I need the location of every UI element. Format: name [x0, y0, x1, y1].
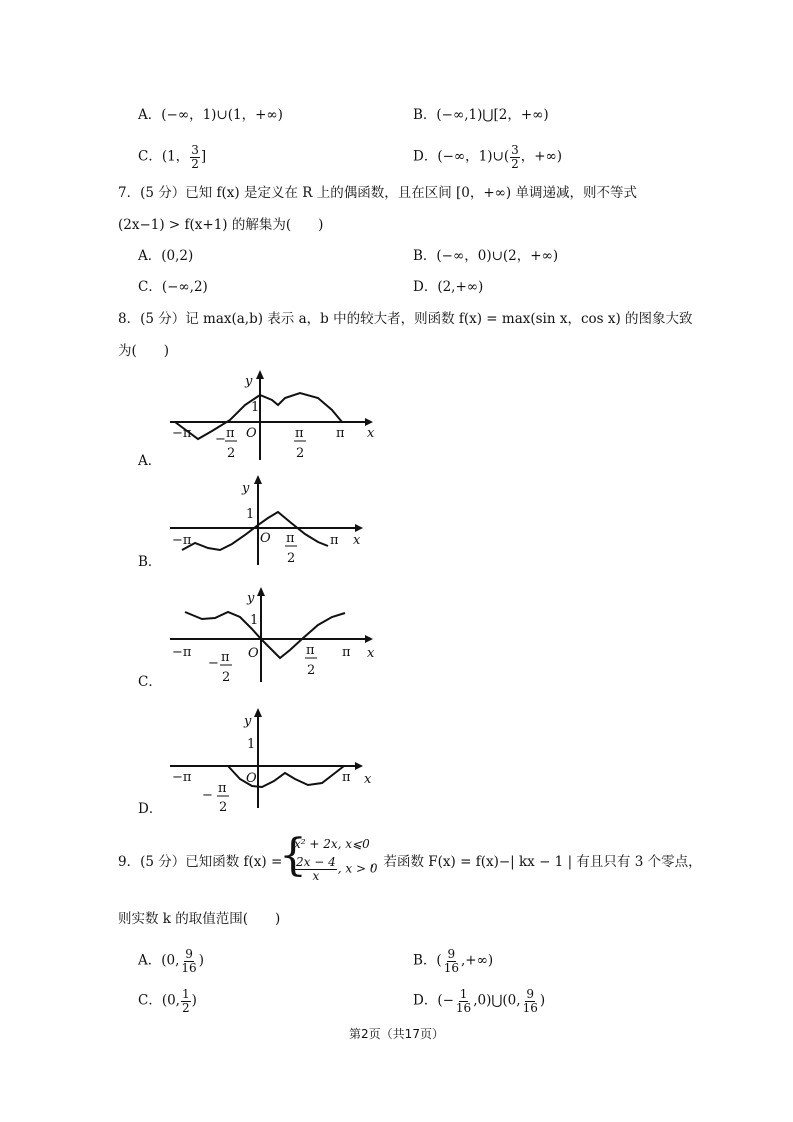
tick-label-1: 1 — [250, 613, 259, 628]
q9-stem-line2: 则实数 k 的取值范围( ) — [118, 911, 281, 927]
tick-label-neg-pi: −π — [172, 426, 192, 441]
q9-option-a: A．(0, $\frac{9}{16}$ ) — [138, 947, 204, 975]
tick-frac-den: 2 — [222, 670, 231, 685]
fraction: $\frac{1}{2}$ — [181, 987, 190, 1015]
q8-option-a-label: A． — [138, 453, 162, 469]
q8-graph-c — [160, 582, 380, 687]
q9-case2: $\frac{2x - 4}{x}$ , x > 0 — [296, 855, 378, 883]
q9-option-b: B．( $\frac{9}{16}$ ,+∞) — [413, 947, 494, 975]
q9-option-d: D．(− $\frac{1}{16}$ ,0)⋃(0, $\frac{9}{16}$ ) — [413, 987, 546, 1015]
fraction: $\frac{9}{16}$ — [522, 987, 538, 1015]
tick-frac-num: π — [218, 781, 227, 796]
y-axis-label: y — [245, 374, 253, 389]
q9-case1: x² + 2x, x⩽0 — [294, 837, 370, 851]
origin-label: O — [260, 531, 271, 546]
q8-stem-line1: 8．(5 分）记 max(a,b) 表示 a，b 中的较大者，则函数 f(x) = max(sin x，cos x) 的图象大致 — [118, 311, 693, 327]
tick-label-pi: π — [330, 533, 339, 548]
q6-option-a: A．(−∞，1)∪(1，+∞) — [138, 107, 283, 123]
tick-frac-num: π — [221, 650, 230, 665]
tick-label-1: 1 — [251, 400, 260, 415]
y-axis-label: y — [242, 481, 250, 496]
q8-graph-b — [160, 470, 380, 570]
tick-minus: − — [202, 788, 213, 803]
q7-option-c: C．(−∞,2) — [138, 279, 208, 295]
q7-stem-line2: (2x−1) > f(x+1) 的解集为( ) — [118, 217, 324, 233]
tick-label-pi: π — [342, 770, 351, 785]
q7-option-d: D．(2,+∞) — [413, 279, 484, 295]
tick-label-1: 1 — [246, 507, 255, 522]
tick-frac-den: 2 — [296, 446, 305, 461]
x-axis-label: x — [367, 426, 375, 441]
origin-label: O — [248, 646, 259, 661]
tick-label-pi: π — [336, 426, 345, 441]
q6-option-d: D．(−∞，1)∪( $\frac{3}{2}$ ，+∞) — [413, 143, 563, 171]
tick-label-neg-pi: −π — [172, 770, 192, 785]
q8-option-b-label: B． — [138, 554, 162, 570]
y-axis-label: y — [244, 714, 252, 729]
fraction: $\frac{2x - 4}{x}$ — [296, 855, 336, 883]
tick-minus: − — [208, 656, 219, 671]
x-axis-label: x — [353, 533, 361, 548]
tick-frac-den: 2 — [227, 446, 236, 461]
q7-stem-line1: 7．(5 分）已知 f(x) 是定义在 R 上的偶函数，且在区间 [0，+∞) 单调递减，则不等式 — [118, 185, 637, 201]
x-axis-label: x — [367, 646, 375, 661]
page-footer: 第2页（共17页） — [349, 1027, 444, 1041]
q8-option-d-label: D． — [138, 801, 163, 817]
fraction: $\frac{1}{16}$ — [455, 987, 472, 1015]
q8-graph-d — [160, 703, 380, 813]
x-axis-label: x — [364, 772, 372, 787]
tick-frac-den: 2 — [287, 551, 296, 566]
q9-stem-suffix: ，若函数 F(x) = f(x)−| kx − 1 | 有且只有 3 个零点， — [370, 854, 702, 870]
tick-label-1: 1 — [247, 737, 256, 752]
tick-frac-den: 2 — [307, 663, 316, 678]
fraction: $\frac{3}{2}$ — [191, 143, 199, 171]
fraction: $\frac{9}{16}$ — [181, 947, 197, 975]
fraction: $\frac{9}{16}$ — [443, 947, 459, 975]
q9-option-c: C．(0, $\frac{1}{2}$ ) — [138, 987, 197, 1015]
origin-label: O — [246, 771, 257, 786]
q8-option-c-label: C． — [138, 674, 162, 690]
q8-stem-line2: 为( ) — [118, 343, 170, 359]
q9-stem-prefix: 9．(5 分）已知函数 f(x) = — [118, 854, 283, 870]
origin-label: O — [246, 426, 257, 441]
tick-label-pi: π — [342, 645, 351, 660]
tick-label-neg-pi: −π — [172, 533, 192, 548]
fraction: $\frac{3}{2}$ — [511, 143, 519, 171]
tick-frac-num: π — [295, 426, 304, 441]
tick-frac-num: π — [306, 643, 315, 658]
tick-label-neg-pi: −π — [172, 645, 192, 660]
q7-option-b: B．(−∞，0)∪(2，+∞) — [413, 248, 559, 264]
q7-option-a: A．(0,2) — [138, 248, 194, 264]
q6-option-b: B．(−∞,1)⋃[2，+∞) — [413, 107, 549, 123]
tick-frac-num: π — [226, 426, 235, 441]
tick-frac-den: 2 — [219, 800, 228, 813]
q8-graph-a — [160, 365, 380, 465]
y-axis-label: y — [247, 591, 255, 606]
tick-minus: − — [215, 432, 226, 447]
tick-frac-num: π — [286, 531, 295, 546]
piecewise-brace: { — [279, 830, 307, 881]
q6-option-c: C．(1， $\frac{3}{2}$ ] — [138, 143, 207, 171]
